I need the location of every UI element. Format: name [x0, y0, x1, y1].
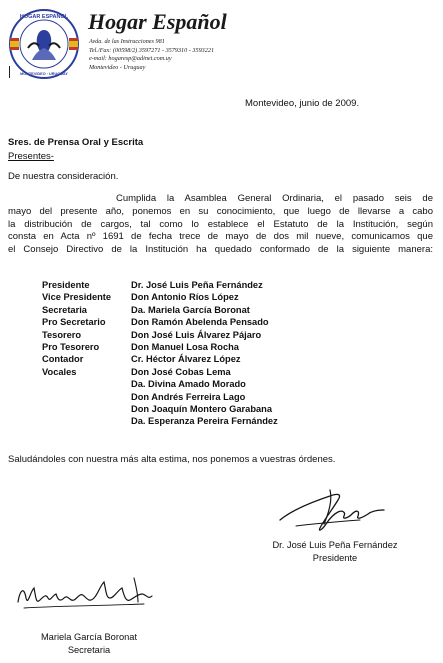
board-role: Presidente — [42, 280, 90, 290]
contact-address: Avda. de las Instrucciones 981 — [89, 38, 165, 45]
contact-email: e-mail: hogaresp@adinet.com.uy — [89, 55, 172, 63]
board-member: Don Ramón Abelenda Pensado — [131, 317, 269, 328]
body-line: Cumplida la Asamblea General Ordinaria, el pasado seis de — [116, 193, 433, 204]
board-member: Dr. José Luis Peña Fernández — [131, 280, 263, 290]
recipient: Sres. de Prensa Oral y Escrita — [8, 137, 144, 148]
body-line: la distribución de cargos, tal como lo establece el Estatuto de la Institución, según — [8, 218, 433, 230]
board-role: Pro Tesorero — [42, 341, 100, 352]
logo-bottom-text: MONTEVIDEO · URUGUAY — [20, 72, 68, 76]
hogar-espanol-logo — [8, 8, 80, 80]
president-signature — [272, 480, 392, 536]
secretary-title: Secretaria — [67, 645, 111, 655]
text-cursor-icon — [9, 66, 10, 78]
board-member: Don Antonio Ríos López — [131, 292, 239, 303]
board-member: Don Joaquín Montero Garabana — [131, 403, 273, 414]
board-member: Don Manuel Losa Rocha — [131, 341, 239, 352]
contact-phone: Tel./Fax: (00598/2) 3597271 - 3579310 - 3593221 — [89, 46, 215, 54]
board-member: Don Andrés Ferreira Lago — [131, 391, 246, 402]
board-role: Pro Secretario — [42, 317, 106, 328]
secretary-signature — [14, 572, 164, 616]
board-member: Cr. Héctor Álvarez López — [131, 354, 241, 365]
president-title: Presidente — [312, 553, 358, 563]
board-member: Da. Mariela García Boronat — [131, 304, 250, 315]
body-line: el Consejo Directivo de la Institución ha quedado conformado de la siguiente manera: — [8, 244, 433, 256]
board-role: Contador — [42, 354, 84, 365]
secretary-name: Mariela García Boronat — [40, 632, 138, 642]
date-line: Montevideo, junio de 2009. — [245, 98, 360, 109]
logo-top-text: HOGAR ESPAÑOL — [19, 14, 69, 20]
contact-block — [89, 38, 269, 72]
contact-city: Montevideo - Uruguay — [89, 63, 146, 71]
president-name: Dr. José Luis Peña Fernández — [272, 540, 398, 550]
board-member: Don José Luis Álvarez Pájaro — [131, 329, 262, 340]
recipient-suffix: Presentes- — [8, 151, 54, 162]
board-role: Vocales — [42, 366, 77, 377]
org-title: Hogar Español — [88, 9, 227, 34]
board-member: Da. Divina Amado Morado — [131, 379, 246, 390]
board-role: Vice Presidente — [42, 292, 112, 303]
closing-line: Saludándoles con nuestra más alta estima, nos ponemos a vuestras órdenes. — [8, 454, 336, 465]
body-paragraph — [8, 193, 433, 257]
body-line: mayo del presente año, ponemos en su conocimiento, que luego de llevarse a cabo — [8, 205, 433, 217]
board-member: Don José Cobas Lema — [131, 366, 231, 377]
board-role: Tesorero — [42, 329, 82, 340]
greeting: De nuestra consideración. — [8, 171, 119, 182]
board-member: Da. Esperanza Pereira Fernández — [131, 416, 278, 427]
board-role: Secretaria — [42, 304, 87, 315]
body-line: consta en Acta nº 1691 de fecha trece de mayo de dos mil nueve, comunicamos que — [8, 231, 433, 243]
